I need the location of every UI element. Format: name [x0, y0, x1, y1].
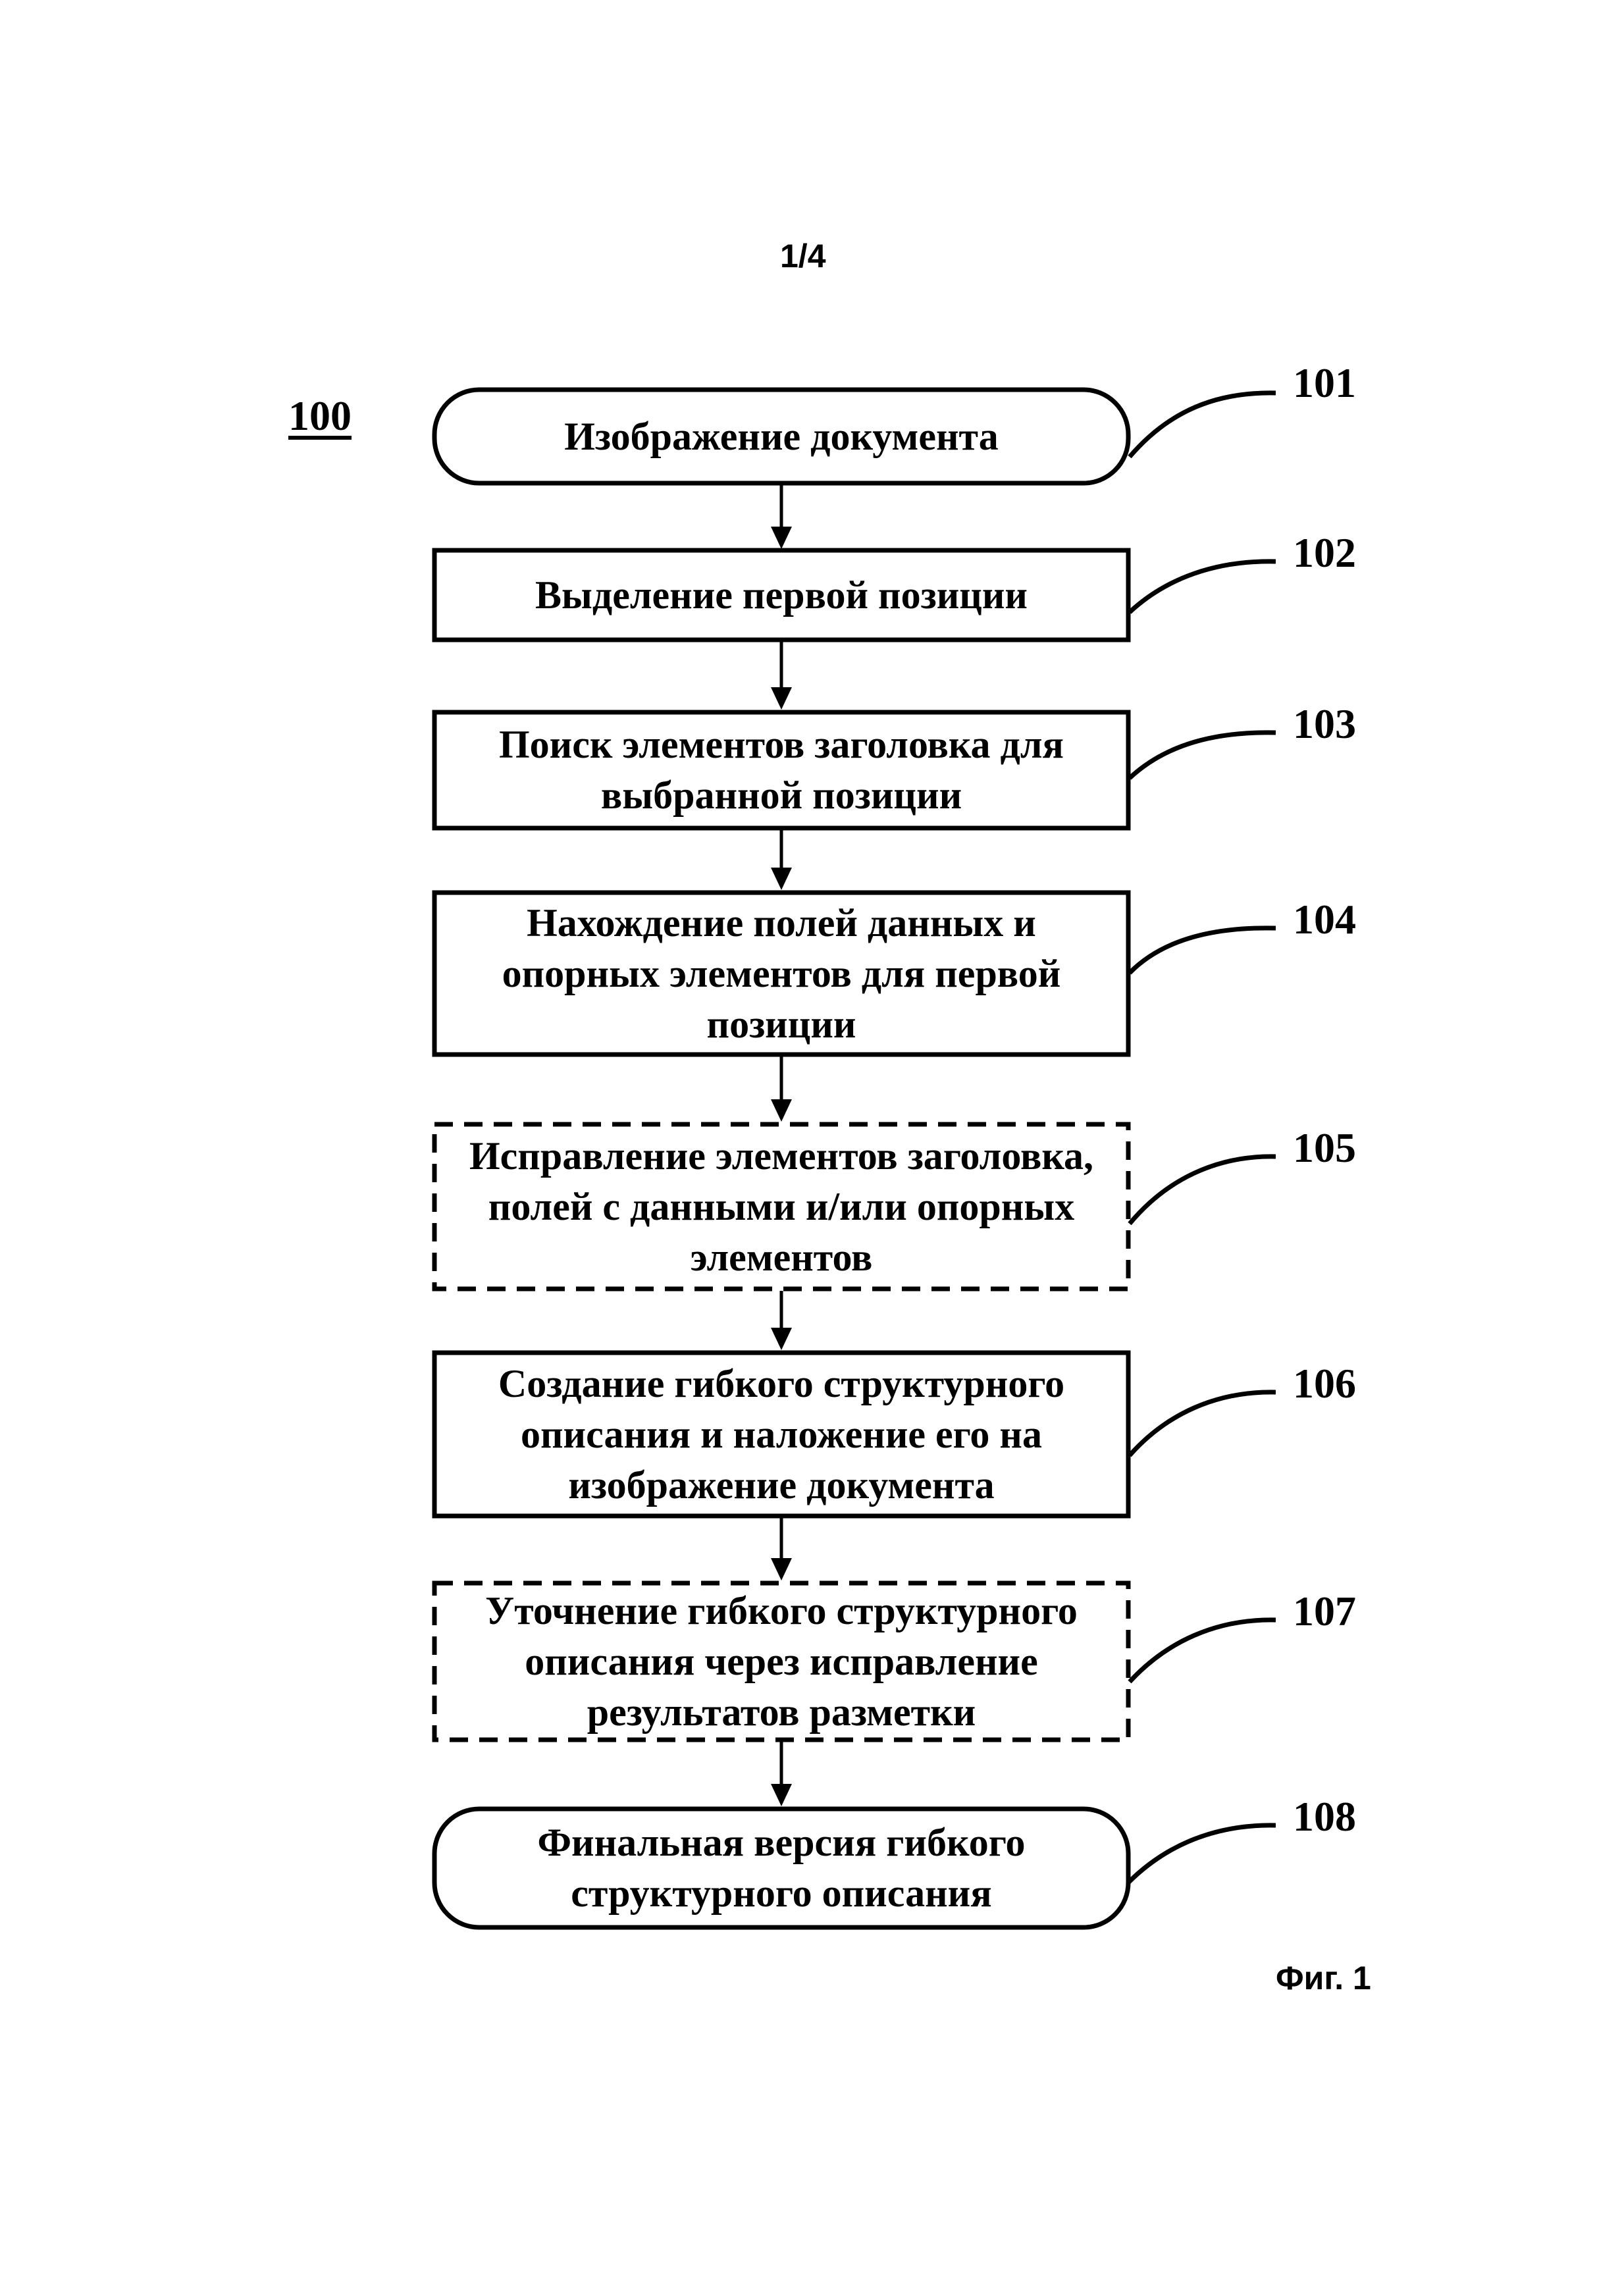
arrow-head [771, 1328, 792, 1350]
ref-label-106: 106 [1293, 1360, 1356, 1407]
arrow-head [771, 868, 792, 890]
leader-line-108 [1128, 1825, 1276, 1883]
node-label-107: Уточнение гибкого структурного описания через исправление результатов разметки [485, 1588, 1078, 1734]
ref-label-102: 102 [1293, 529, 1356, 576]
arrow-102-103 [771, 642, 792, 710]
ref-label-101: 101 [1293, 359, 1356, 406]
leader-line-106 [1130, 1392, 1276, 1455]
arrow-104-105 [771, 1057, 792, 1122]
node-label-108: Финальная версия гибкого структурного описания [537, 1821, 1026, 1915]
node-label-102: Выделение первой позиции [535, 573, 1028, 617]
leader-line-103 [1130, 733, 1276, 778]
leader-line-104 [1130, 928, 1276, 973]
arrow-head [771, 1784, 792, 1806]
arrow-head [771, 687, 792, 710]
process-ref-number: 100 [288, 392, 352, 439]
leader-line-105 [1130, 1157, 1276, 1224]
arrow-head [771, 1099, 792, 1122]
arrow-105-106 [771, 1291, 792, 1350]
leader-line-107 [1130, 1620, 1276, 1682]
arrow-106-107 [771, 1518, 792, 1580]
leader-line-101 [1130, 393, 1276, 457]
ref-label-107: 107 [1293, 1588, 1356, 1634]
ref-label-108: 108 [1293, 1793, 1356, 1840]
arrow-107-108 [771, 1742, 792, 1806]
arrow-head [771, 1558, 792, 1580]
node-label-101: Изображение документа [564, 414, 999, 458]
node-label-105: Исправление элементов заголовка, полей с данными и/или опорных элементов [469, 1134, 1094, 1279]
arrow-101-102 [771, 485, 792, 549]
ref-label-104: 104 [1293, 896, 1356, 943]
node-label-103: Поиск элементов заголовка для выбранной позиции [498, 723, 1064, 817]
ref-label-105: 105 [1293, 1124, 1356, 1171]
leader-line-102 [1130, 561, 1276, 612]
arrow-head [771, 527, 792, 549]
node-label-104: Нахождение полей данных и опорных элементов для первой позиции [502, 900, 1061, 1046]
ref-label-103: 103 [1293, 700, 1356, 747]
figure-caption: Фиг. 1 [1276, 1960, 1371, 1996]
node-label-106: Создание гибкого структурного описания и наложение его на изображение документа [498, 1361, 1065, 1507]
arrow-103-104 [771, 830, 792, 890]
page-number: 1/4 [780, 238, 826, 274]
